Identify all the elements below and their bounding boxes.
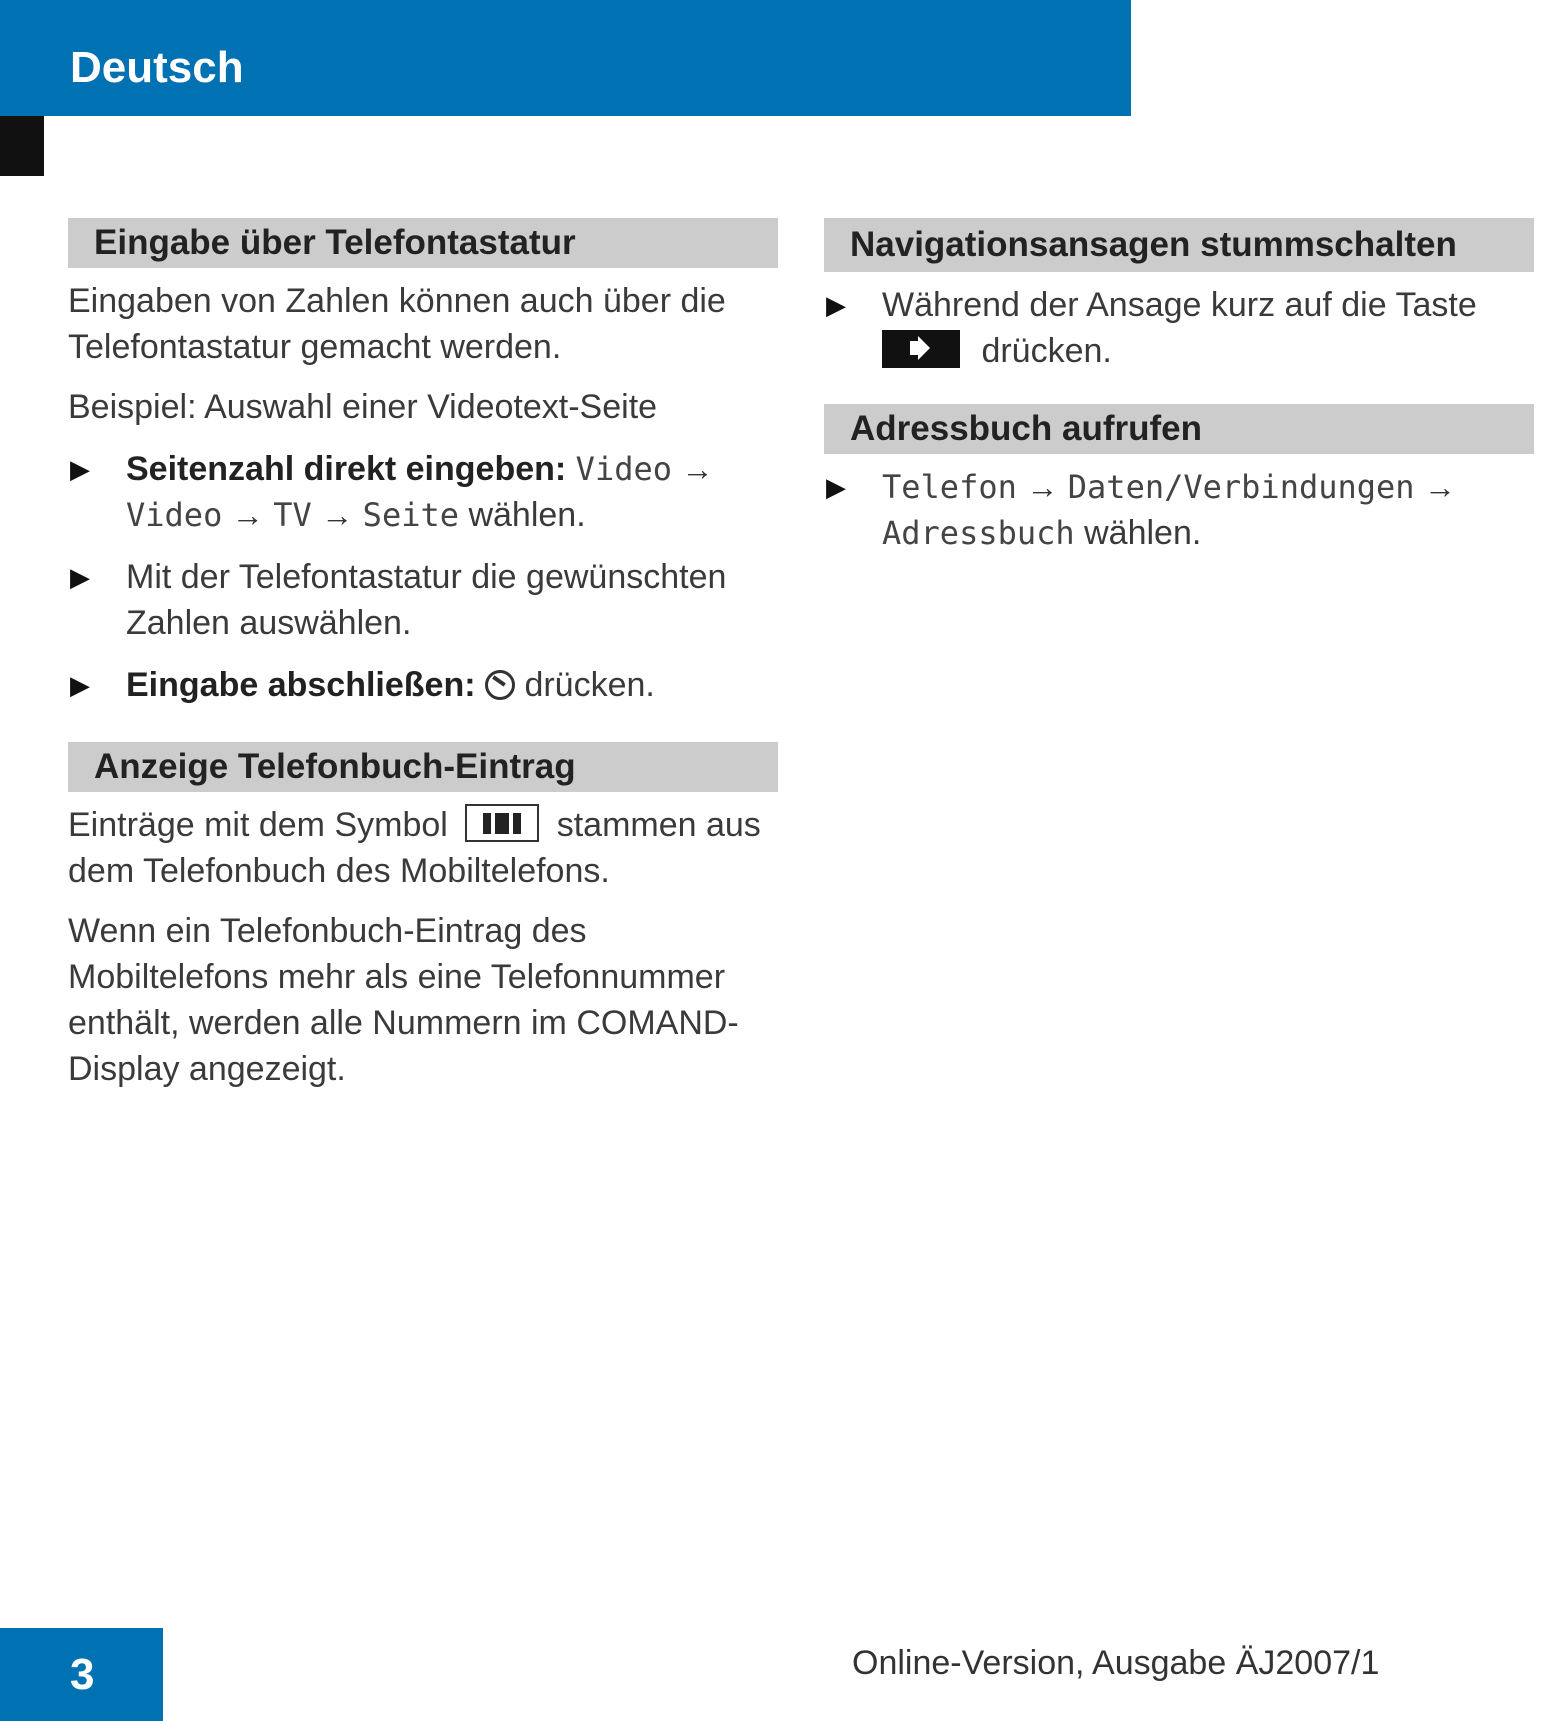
paragraph-text: Einträge mit dem Symbol bbox=[68, 806, 448, 844]
language-header-bar bbox=[0, 0, 1131, 116]
right-arrow-icon: → bbox=[321, 497, 354, 533]
step-adressbuch bbox=[824, 464, 1534, 556]
section-title-navigationsansagen: Navigationsansagen stummschalten bbox=[824, 218, 1534, 272]
right-arrow-icon: → bbox=[231, 497, 264, 533]
triangle-bullet-icon: ▶ bbox=[826, 472, 846, 502]
step-label: Eingabe abschließen: bbox=[126, 666, 476, 704]
chapter-marker bbox=[0, 116, 44, 176]
paragraph-text: stammen aus dem Telefonbuch des Mobiltelefons. bbox=[68, 806, 761, 890]
right-column bbox=[824, 218, 1534, 556]
menu-path-item: Video bbox=[575, 450, 672, 488]
menu-path-item: Daten/Verbindungen bbox=[1067, 468, 1415, 506]
page-number-box bbox=[0, 1628, 163, 1721]
section-title-adressbuch: Adressbuch aufrufen bbox=[824, 404, 1534, 454]
menu-path-item: Telefon bbox=[882, 468, 1017, 506]
triangle-bullet-icon: ▶ bbox=[70, 562, 90, 592]
triangle-bullet-icon: ▶ bbox=[826, 290, 846, 320]
left-column bbox=[68, 218, 778, 1092]
step-ansage-stumm bbox=[824, 282, 1534, 374]
section-title-telefontastatur: Eingabe über Telefontastatur bbox=[68, 218, 778, 268]
phonebook-symbol-icon bbox=[465, 804, 539, 842]
paragraph-mehrere-nummern: Wenn ein Telefonbuch-Eintrag des Mobiltelefons mehr als eine Telefonnummer enthält, werden alle Nummern im COMAND-Display angezeigt. bbox=[68, 912, 739, 1088]
step-text: Während der Ansage kurz auf die Taste bbox=[882, 286, 1477, 324]
page-number: 3 bbox=[70, 1650, 95, 1699]
menu-path-item: TV bbox=[273, 496, 312, 534]
triangle-bullet-icon: ▶ bbox=[70, 670, 90, 700]
paragraph-beispiel: Beispiel: Auswahl einer Videotext-Seite bbox=[68, 388, 658, 426]
triangle-bullet-icon: ▶ bbox=[70, 454, 90, 484]
menu-path-item: Seite bbox=[362, 496, 459, 534]
language-title: Deutsch bbox=[70, 43, 244, 92]
right-arrow-icon: → bbox=[1026, 469, 1059, 505]
step-tail: drücken. bbox=[524, 666, 655, 704]
edition-footer: Online-Version, Ausgabe ÄJ2007/1 bbox=[852, 1644, 1380, 1682]
step-zahlen-auswaehlen bbox=[68, 554, 778, 646]
step-eingabe-abschliessen bbox=[68, 662, 778, 708]
step-tail: wählen. bbox=[1084, 514, 1202, 552]
paragraph-telefontastatur-intro: Eingaben von Zahlen können auch über die Telefontastatur gemacht werden. bbox=[68, 282, 726, 366]
paragraph-symbol bbox=[68, 802, 778, 894]
mute-key-icon bbox=[882, 330, 960, 368]
step-seitenzahl bbox=[68, 446, 778, 538]
step-tail: drücken. bbox=[981, 332, 1112, 370]
menu-path-item: Video bbox=[126, 496, 223, 534]
menu-path-item: Adressbuch bbox=[882, 514, 1075, 552]
section-title-telefonbuch-eintrag: Anzeige Telefonbuch-Eintrag bbox=[68, 742, 778, 792]
step-tail: wählen. bbox=[468, 496, 586, 534]
step-text: Mit der Telefontastatur die gewünschten Zahlen auswählen. bbox=[126, 558, 727, 642]
step-label: Seitenzahl direkt eingeben: bbox=[126, 450, 567, 488]
right-arrow-icon: → bbox=[1424, 469, 1456, 505]
controller-press-icon bbox=[485, 670, 515, 700]
right-arrow-icon: → bbox=[681, 451, 714, 487]
